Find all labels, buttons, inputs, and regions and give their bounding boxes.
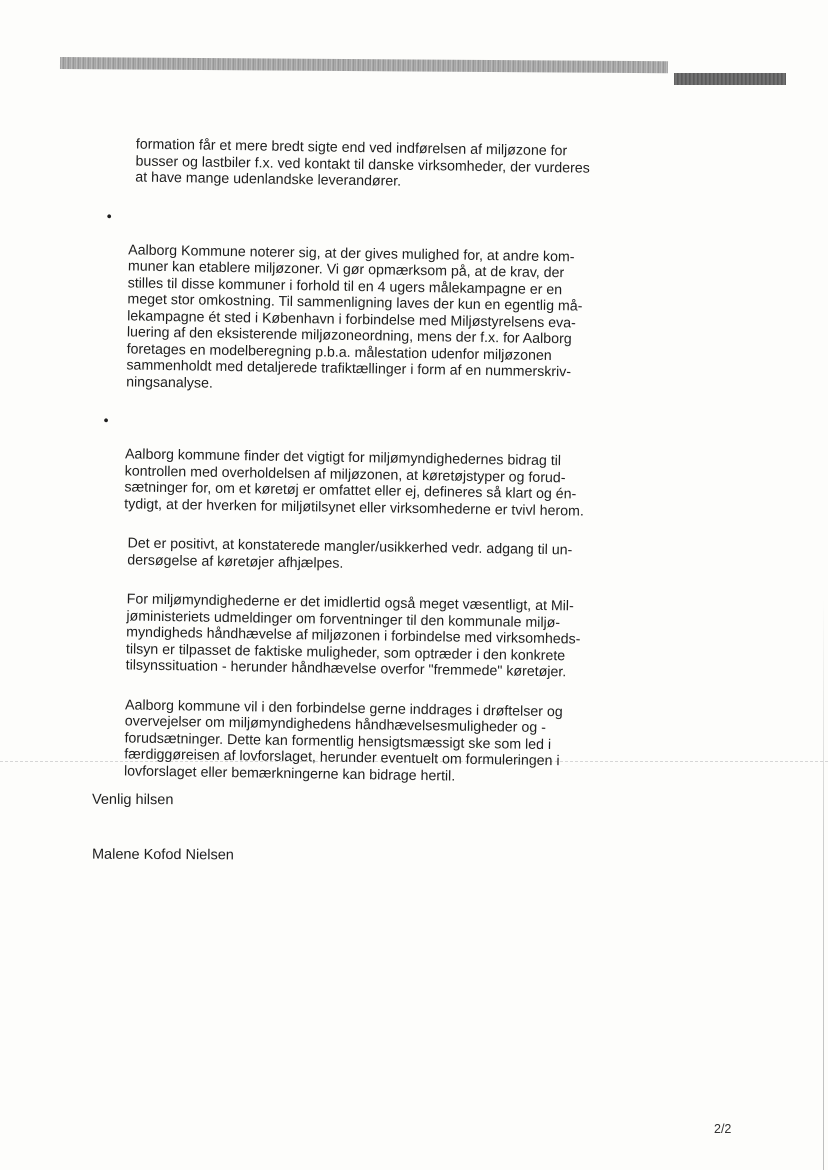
scan-header-bar [60, 57, 668, 73]
letter-paragraph-continued: formation får et mere bredt sigte end ved indførelsen af miljøzone for busser og lastbiler f.x. ved kontakt til danske virksomheder, der vurderes at have mange udenlandske leverandører. [135, 136, 590, 190]
page-number: 2/2 [714, 1122, 732, 1136]
closing-greeting: Venlig hilsen [91, 791, 174, 809]
bullet-text-kontrol: Aalborg kommune finder det vigtigt for miljømyndighedernes bidrag til kontrollen med overholdelsen af miljøzonen, at køretøjstyper og forud- sætninger for, om et køretøj er omfattet eller ej, defineres så klart og én- tydigt, at der hverken for miljøtilsynet eller virksomhederne er tvivl herom. [124, 446, 584, 520]
bullet-icon: • [103, 413, 109, 430]
bullet-text-miljozoner: Aalborg Kommune noterer sig, at der gives mulighed for, at andre kom- muner kan etablere miljøzoner. Vi gør opmærksom på, at de krav, der stilles til disse kommuner i forhold til en 4 ugers målekampagne er en meget stor omkostning. Til sammenligning laves der kun en egentlig må- lekampagne ét sted i København i forbindelse med Miljøstyrelsens eva- luering af den eksisterende miljøzoneordning, mens der f.x. for Aalborg foretages en modelberegning p.b.a. målestation udenfor miljøzonen sammenholdt med detaljerede trafiktællinger i form af en nummerskriv- ningsanalyse. [126, 241, 583, 392]
scan-page-edge [823, 600, 824, 1170]
bullet-item-kontrol [98, 413, 609, 520]
letter-paragraph-miljomyndigheder: For miljømyndighederne er det imidlertid også meget væsentligt, at Mil- jøministeriets udmeldinger om forventninger til den kommunale miljø- myndigheds håndhævelse af miljøzonen i forbindelse med virksomheds- tilsyn er tilpasset de faktiske muligheder, som optræder i den konkrete tilsynssituation - herunder håndhævelse overfor "fremmede" køretøjer. [125, 591, 581, 681]
bullet-icon: • [106, 208, 112, 225]
letter-paragraph-positivt: Det er positivt, at konstaterede mangler/usikkerhed vedr. adgang til un- dersøgelse af køretøjer afhjælpes. [127, 535, 573, 572]
signatory-name: Malene Kofod Nielsen [91, 846, 234, 864]
letter-paragraph-inddrages: Aalborg kommune vil i den forbindelse gerne inddrages i drøftelser og overvejelser om miljømyndighedens håndhævelsesmuligheder og - forudsætninger. Dette kan formentlig hensigtsmæssigt ske som led i færdiggøreisen af lovforslaget, herunder eventuelt om formuleringen i lovforslaget eller bemærkningerne kan bidrage hertil. [123, 696, 563, 785]
bullet-item-miljozoner [100, 208, 613, 397]
letter-body [91, 136, 614, 810]
scan-header-bar-dark [674, 73, 786, 85]
